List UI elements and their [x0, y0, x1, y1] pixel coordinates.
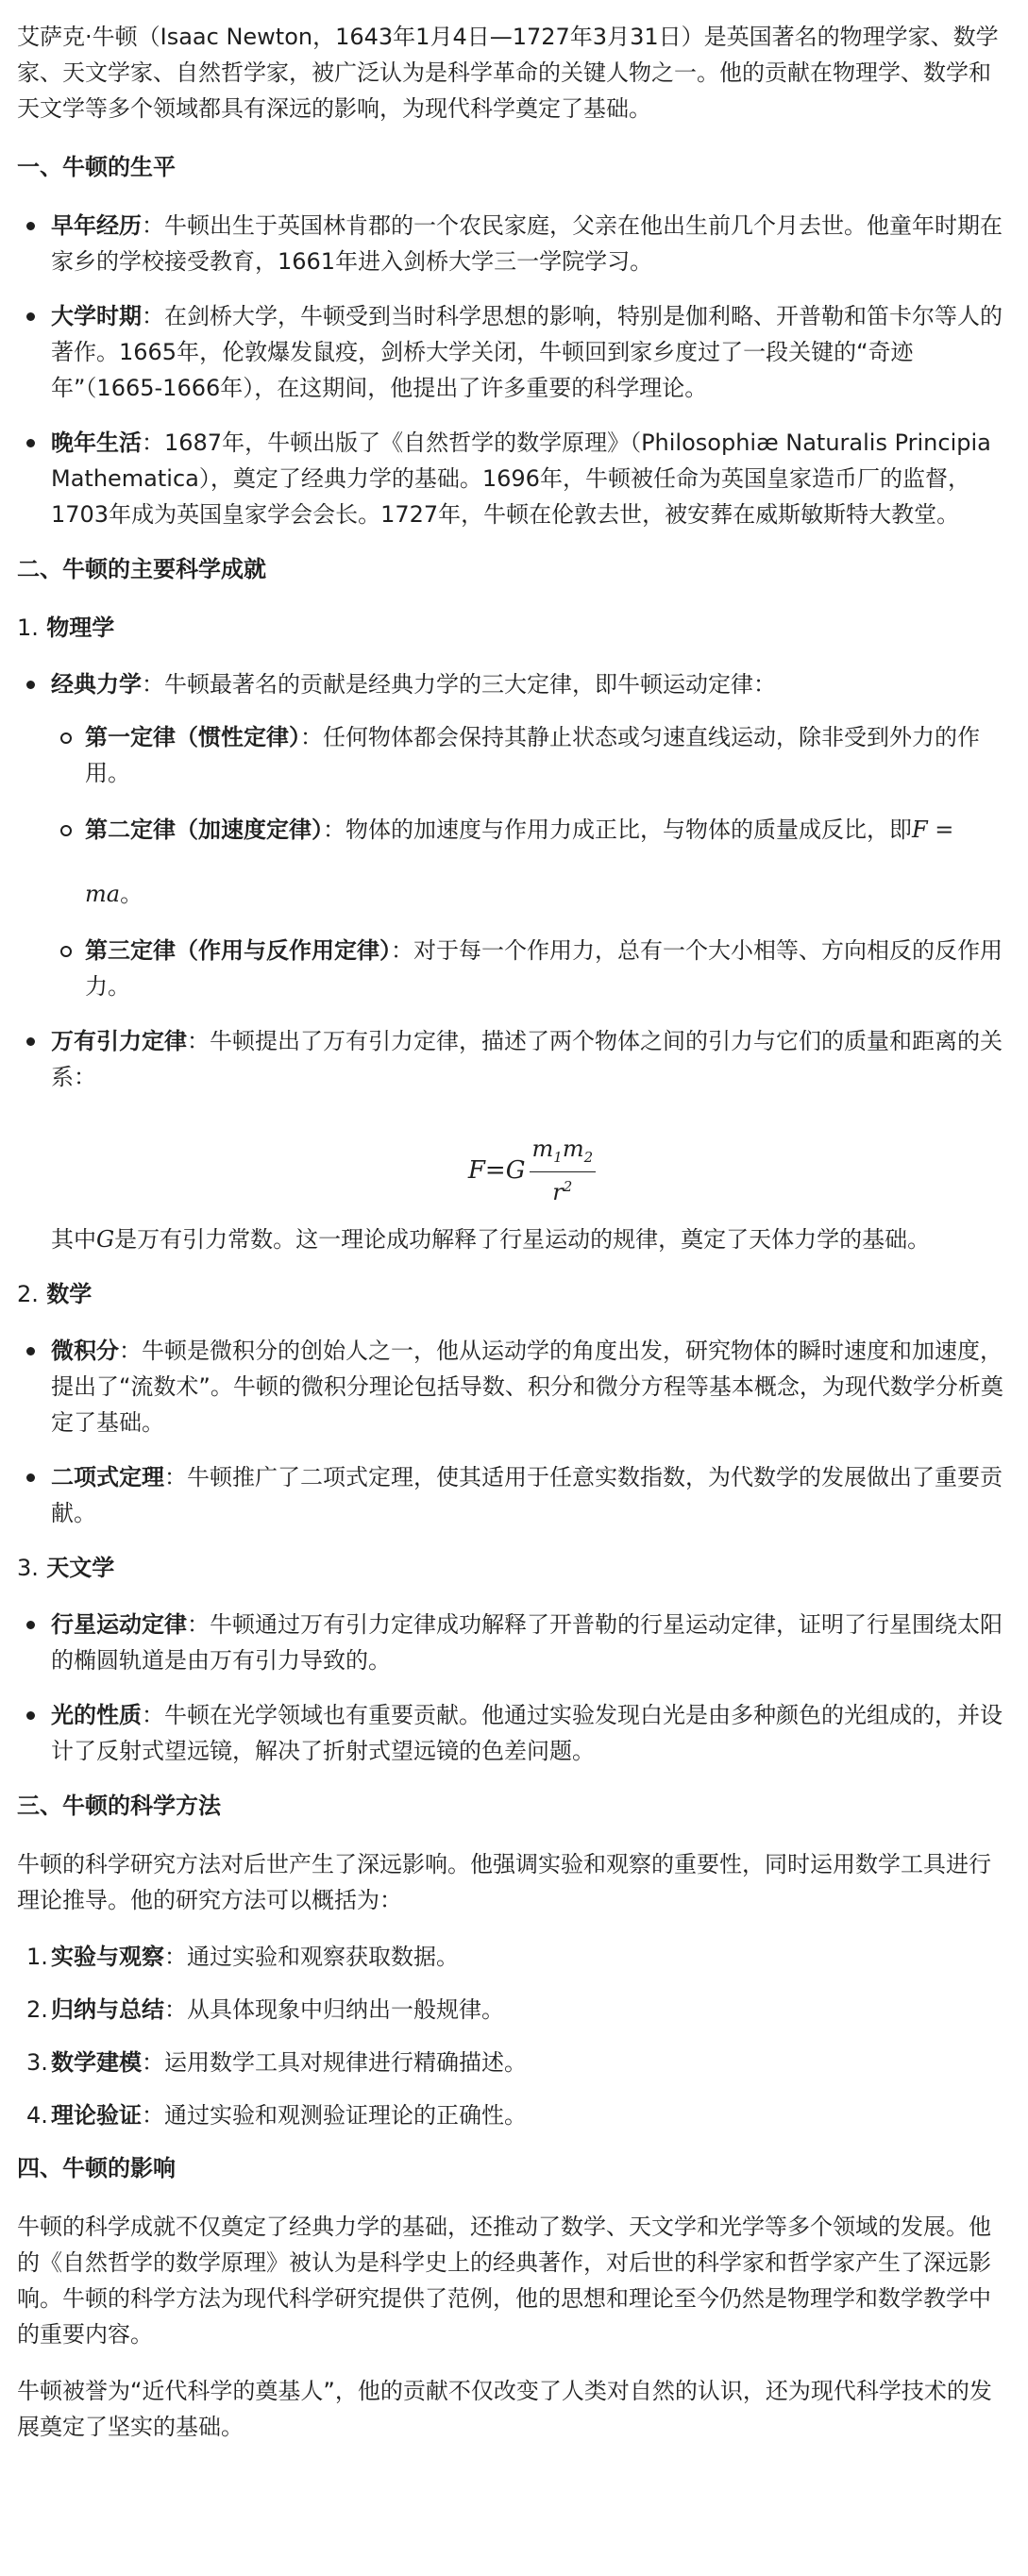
- influence-paragraph-2: 牛顿被誉为“近代科学的奠基人”，他的贡献不仅改变了人类对自然的认识，还为现代科学技术的发展奠定了坚实的基础。: [17, 2378, 992, 2440]
- list-item-classical-mechanics: 经典力学：牛顿最著名的贡献是经典力学的三大定律，即牛顿运动定律： 第一定律（惯性定律）：任何物体都会保持其静止状态或匀速直线运动，除非受到外力的作用。 第二定律（加速度定律）：物体的加速度与作用力成正比，与物体的质量成反比，即F = ma。 第三定律（作用与反作用定律）：对于每一个作用力，总有一个大小相等、方向相反的反作用力。: [17, 666, 1013, 1004]
- list-item: 4. 理论验证：通过实验和观测验证理论的正确性。: [26, 2102, 527, 2129]
- law-item-third: 第三定律（作用与反作用定律）：对于每一个作用力，总有一个大小相等、方向相反的反作用力。: [51, 933, 1013, 1004]
- subsection-title-physics: 1. 物理学: [17, 615, 115, 641]
- method-list: [17, 1939, 1013, 2133]
- physics-list: [17, 666, 1013, 1257]
- list-item: 二项式定理：牛顿推广了二项式定理，使其适用于任意实数指数，为代数学的发展做出了重要贡献。: [17, 1459, 1013, 1531]
- section-title-influence: 四、牛顿的影响: [17, 2155, 176, 2181]
- math-list: [17, 1333, 1013, 1531]
- influence-paragraph-1: 牛顿的科学成就不仅奠定了经典力学的基础，还推动了数学、天文学和光学等多个领域的发展。他的《自然哲学的数学原理》被认为是科学史上的经典著作，对后世的科学家和哲学家产生了深远影响。牛顿的科学方法为现代科学研究提供了范例，他的思想和理论至今仍然是物理学和数学教学中的重要内容。: [17, 2214, 991, 2348]
- math-ma: ma: [85, 881, 121, 907]
- list-item: 3. 数学建模：运用数学工具对规律进行精确描述。: [26, 2049, 527, 2076]
- gravity-note: 其中G是万有引力常数。这一理论成功解释了行星运动的规律，奠定了天体力学的基础。: [51, 1226, 931, 1253]
- section-title-life: 一、牛顿的生平: [17, 154, 176, 180]
- list-item: 微积分：牛顿是微积分的创始人之一，他从运动学的角度出发，研究物体的瞬时速度和加速度，提出了“流数术”。牛顿的微积分理论包括导数、积分和微分方程等基本概念，为现代数学分析奠定了基础。: [17, 1333, 1013, 1440]
- list-item: 大学时期：在剑桥大学，牛顿受到当时科学思想的影响，特别是伽利略、开普勒和笛卡尔等人的著作。1665年，伦敦爆发鼠疫，剑桥大学关闭，牛顿回到家乡度过了一段关键的“奇迹年”（1665-1666年），在这期间，他提出了许多重要的科学理论。: [17, 298, 1013, 406]
- laws-list: [51, 719, 1013, 1004]
- section-title-achievements: 二、牛顿的主要科学成就: [17, 556, 266, 582]
- law-item-first: 第一定律（惯性定律）：任何物体都会保持其静止状态或匀速直线运动，除非受到外力的作用。: [51, 719, 1013, 791]
- life-list: [17, 208, 1013, 532]
- list-item: 2. 归纳与总结：从具体现象中归纳出一般规律。: [26, 1996, 504, 2023]
- intro-paragraph: 艾萨克·牛顿（Isaac Newton，1643年1月4日—1727年3月31日）是英国著名的物理学家、数学家、天文学家、自然哲学家，被广泛认为是科学革命的关键人物之一。他的贡献在物理学、数学和天文学等多个领域都具有深远的影响，为现代科学奠定了基础。: [17, 24, 999, 122]
- math-F: F: [912, 817, 928, 843]
- section-title-method: 三、牛顿的科学方法: [17, 1793, 221, 1819]
- fraction: $\frac{m_1m_2}{r^2}$: [530, 1136, 597, 1204]
- list-item: 光的性质：牛顿在光学领域也有重要贡献。他通过实验发现白光是由多种颜色的光组成的，并设计了反射式望远镜，解决了折射式望远镜的色差问题。: [17, 1697, 1013, 1769]
- list-item-gravitation: 万有引力定律：牛顿提出了万有引力定律，描述了两个物体之间的引力与它们的质量和距离的关系： F = G $\frac{m_1m_2}{r^2}$ 其中G是万有引力常数。这一理论成功解释了行星运动的规律，奠定了天体力学的基础。: [17, 1023, 1013, 1257]
- list-item: 晚年生活：1687年，牛顿出版了《自然哲学的数学原理》（Philosophiæ Naturalis Principia Mathematica），奠定了经典力学的基础。1696年，牛顿被任命为英国皇家造币厂的监督，1703年成为英国皇家学会会长。1727年，牛顿在伦敦去世，被安葬在威斯敏斯特大教堂。: [17, 425, 1013, 532]
- subsection-title-astronomy: 3. 天文学: [17, 1555, 115, 1581]
- list-item: 早年经历：牛顿出生于英国林肯郡的一个农民家庭，父亲在他出生前几个月去世。他童年时期在家乡的学校接受教育，1661年进入剑桥大学三一学院学习。: [17, 208, 1013, 279]
- gravity-formula: F = G $\frac{m_1m_2}{r^2}$: [51, 1136, 1013, 1193]
- subsection-title-math: 2. 数学: [17, 1281, 93, 1307]
- method-paragraph: 牛顿的科学研究方法对后世产生了深远影响。他强调实验和观察的重要性，同时运用数学工具进行理论推导。他的研究方法可以概括为：: [17, 1851, 991, 1913]
- list-item: 1. 实验与观察：通过实验和观察获取数据。: [26, 1944, 459, 1970]
- list-item: 行星运动定律：牛顿通过万有引力定律成功解释了开普勒的行星运动定律，证明了行星围绕太阳的椭圆轨道是由万有引力导致的。: [17, 1607, 1013, 1678]
- law-item-second: 第二定律（加速度定律）：物体的加速度与作用力成正比，与物体的质量成反比，即F = ma。: [51, 812, 1013, 912]
- astronomy-list: [17, 1607, 1013, 1769]
